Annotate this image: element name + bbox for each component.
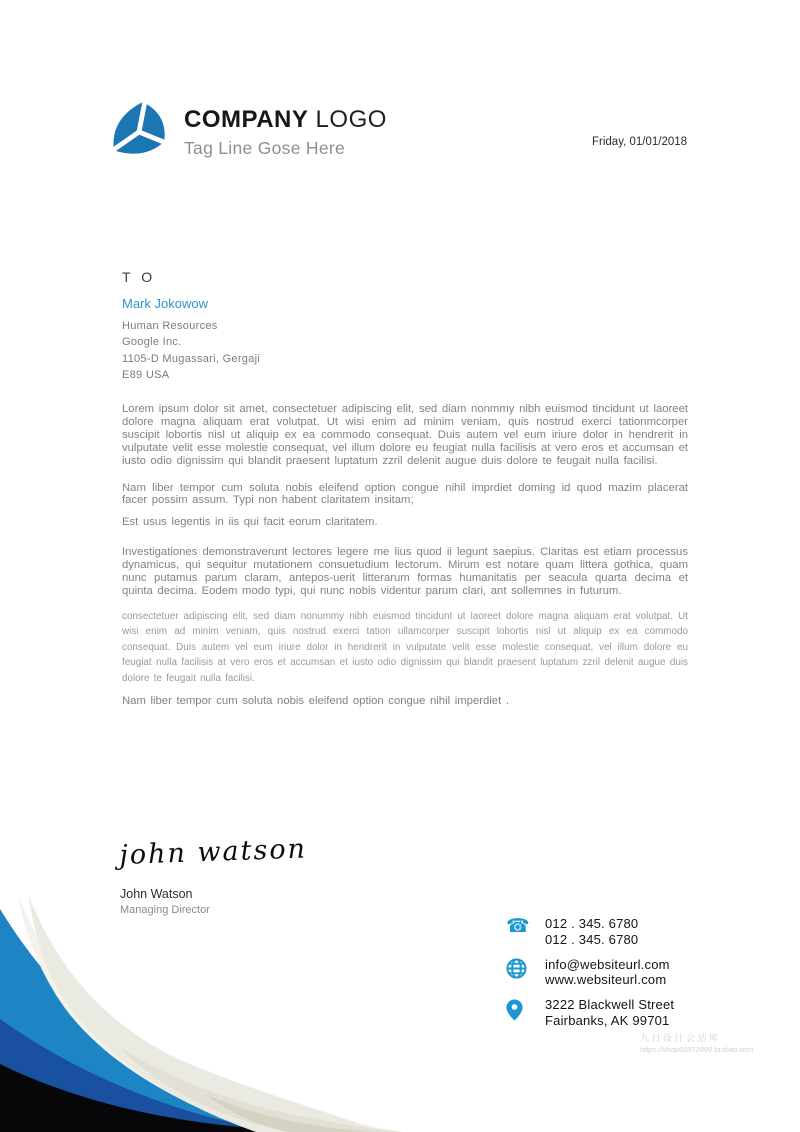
body-paragraph: Nam liber tempor cum soluta nobis eleifend option congue nihil imprdiet doming id quod mazim placerat facer possim assum. Typi non habent claritatem insitam; (122, 481, 688, 507)
company-name-bold: COMPANY (184, 106, 309, 133)
company-logo (110, 99, 387, 163)
watermark-url: https://shop60372899.taobao.com (640, 1045, 754, 1054)
bottom-wave-decoration (0, 896, 520, 1132)
recipient-line: Human Resources (122, 320, 218, 332)
body-paragraph-small: consectetuer adipiscing elit, sed diam nonummy nibh euismod tincidunt ut laoreet dolore magna aliquam erat volutpat. Ut wisi enim ad minim veniam, quis nostrud exerci tation ullamcorper suscipit lobortis nisl ut aliquip ex ea commodo consequat. Duis autem vel eum iriure dolor in hendrerit in vulputate velit esse molestie consequat, vel illum dolore eu feugiat nulla facilisis at vero eros et accumsan et iusto odio dignissim qui blandit praesent luptatum zzril delenit augue duis dolore te feugait nulla facilisi. (122, 610, 688, 684)
recipient-line: Google Inc. (122, 336, 182, 349)
watermark (640, 1031, 753, 1054)
letter-body (122, 403, 688, 722)
company-logo-icon (110, 99, 168, 163)
letter-date: Friday, 01/01/2018 (592, 136, 688, 148)
phone-number: 012 . 345. 6780 (545, 916, 639, 931)
contact-phone-row (506, 916, 674, 948)
signer-name: John Watson (120, 887, 193, 901)
recipient-line: 1105-D Mugassari, Gergaji (122, 352, 261, 365)
company-tagline: Tag Line Gose Here (184, 138, 346, 158)
signer-title: Managing Director (120, 904, 210, 916)
email-address: info@websiteurl.com (545, 956, 670, 972)
body-paragraph: Nam liber tempor cum soluta nobis eleifend option congue nihil imperdiet . (122, 694, 509, 707)
to-label: T O (122, 269, 156, 285)
contact-address-row (506, 997, 674, 1029)
contact-web-row (506, 957, 674, 989)
body-paragraph: Est usus legentis in iis qui facit eorum claritatem. (122, 516, 378, 529)
phone-number: 012 . 345. 6780 (545, 931, 639, 947)
recipient-block (122, 269, 260, 383)
address-line: 3222 Blackwell Street (545, 997, 675, 1013)
body-paragraph: Lorem ipsum dolor sit amet, consectetuer adipiscing elit, sed diam nonmmy nibh euismod tincidunt ut laoreet dolore magna aliquam erat volutpat. Ut wisi enim ad minim veniam, quis nostrud exerci tationmcorper suscipit lobortis nisl ut aliquip ex ea commodo consequat. Duis autem vel eum iriure dolor in hendrerit in vulputate velit esse molestie consequat, vel illum dolore eu feugiat nulla facilisis at vero eros et accumsan et iusto odio dignissim qui blandit praesent luptatum zzril delenit augue duis dolore te feugait nulla facilisi. (122, 403, 688, 467)
web-lines (545, 957, 670, 989)
telephone-icon: ☎ (506, 916, 530, 937)
logo-text (184, 99, 387, 159)
address-lines (545, 997, 674, 1029)
recipient-line: E89 USA (122, 368, 170, 381)
company-name (184, 106, 387, 134)
contact-block (506, 916, 674, 1038)
signature-script: john watson (118, 833, 308, 871)
watermark-text: 九日设计会站库 (640, 1034, 721, 1044)
body-paragraph: Investigationes demonstraverunt lectores legere me lius quod ii legunt saepius. Claritas est etiam processus dynamicus, qui sequitur mutationem consuetudium lectorum. Mirum est notare quam littera gothica, quam nunc putamus parum claram, antepos-uerit litterarum formas humanitatis per seacula quarta decima et quinta decima. Eodem modo typi, qui nunc nobis videntur parum clari, ant sollemnes in futurum. (122, 546, 688, 597)
phone-numbers (545, 916, 638, 948)
website-url: www.websiteurl.com (545, 972, 667, 988)
company-name-light: LOGO (308, 106, 387, 133)
address-line: Fairbanks, AK 99701 (545, 1012, 670, 1028)
recipient-name: Mark Jokowow (122, 296, 208, 311)
